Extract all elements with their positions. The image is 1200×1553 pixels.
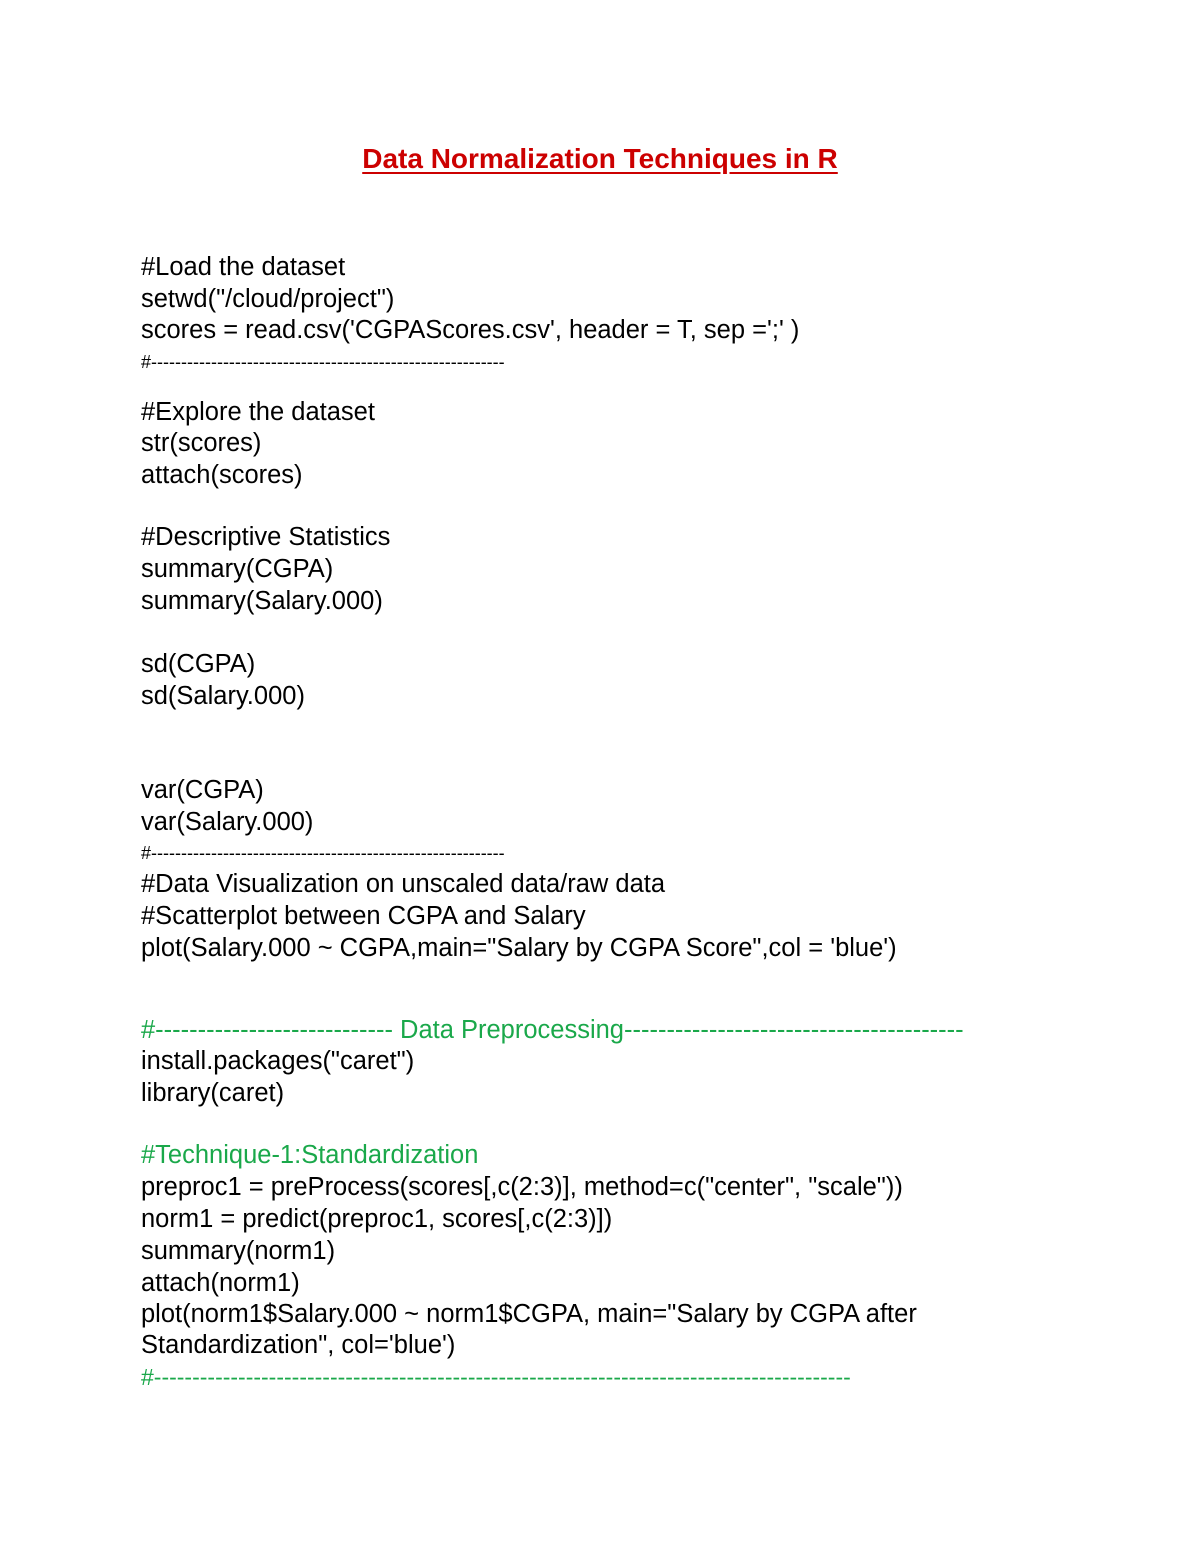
comment-data-visualization: #Data Visualization on unscaled data/raw data [141, 870, 666, 898]
code-plot-raw: plot(Salary.000 ~ CGPA,main="Salary by CGPA Score",col = 'blue') [141, 934, 897, 962]
code-read-csv: scores = read.csv('CGPAScores.csv', header = T, sep =';' ) [141, 316, 800, 344]
comment-descriptive-statistics: #Descriptive Statistics [141, 523, 391, 551]
code-plot-standardized: plot(norm1$Salary.000 ~ norm1$CGPA, main="Salary by CGPA after [141, 1300, 917, 1328]
code-var-salary: var(Salary.000) [141, 808, 314, 836]
code-predict: norm1 = predict(preproc1, scores[,c(2:3)]) [141, 1205, 613, 1233]
comment-explore-dataset: #Explore the dataset [141, 398, 375, 426]
code-attach-scores: attach(scores) [141, 461, 303, 489]
separator-comment-green: #------------------------------------------------------------------------------------------- [141, 1364, 851, 1390]
comment-scatterplot: #Scatterplot between CGPA and Salary [141, 902, 586, 930]
comment-technique-standardization: #Technique-1:Standardization [141, 1141, 479, 1169]
comment-data-preprocessing: #---------------------------- Data Preprocessing---------------------------------------- [141, 1016, 964, 1044]
code-summary-norm1: summary(norm1) [141, 1237, 336, 1265]
code-plot-standardized-continued: Standardization", col='blue') [141, 1331, 456, 1359]
page-title: Data Normalization Techniques in R [362, 143, 838, 174]
separator-comment: #----------------------------------------------------------- [141, 352, 505, 372]
code-summary-salary: summary(Salary.000) [141, 587, 383, 615]
comment-load-dataset: #Load the dataset [141, 253, 346, 281]
code-library-caret: library(caret) [141, 1079, 285, 1107]
separator-comment: #----------------------------------------------------------- [141, 843, 505, 863]
code-install-packages: install.packages("caret") [141, 1047, 415, 1075]
code-setwd: setwd("/cloud/project") [141, 285, 395, 313]
code-var-cgpa: var(CGPA) [141, 776, 264, 804]
code-sd-cgpa: sd(CGPA) [141, 650, 256, 678]
code-str: str(scores) [141, 429, 262, 457]
code-attach-norm1: attach(norm1) [141, 1269, 300, 1297]
code-summary-cgpa: summary(CGPA) [141, 555, 334, 583]
code-sd-salary: sd(Salary.000) [141, 682, 305, 710]
code-preprocess: preproc1 = preProcess(scores[,c(2:3)], method=c("center", "scale")) [141, 1173, 903, 1201]
